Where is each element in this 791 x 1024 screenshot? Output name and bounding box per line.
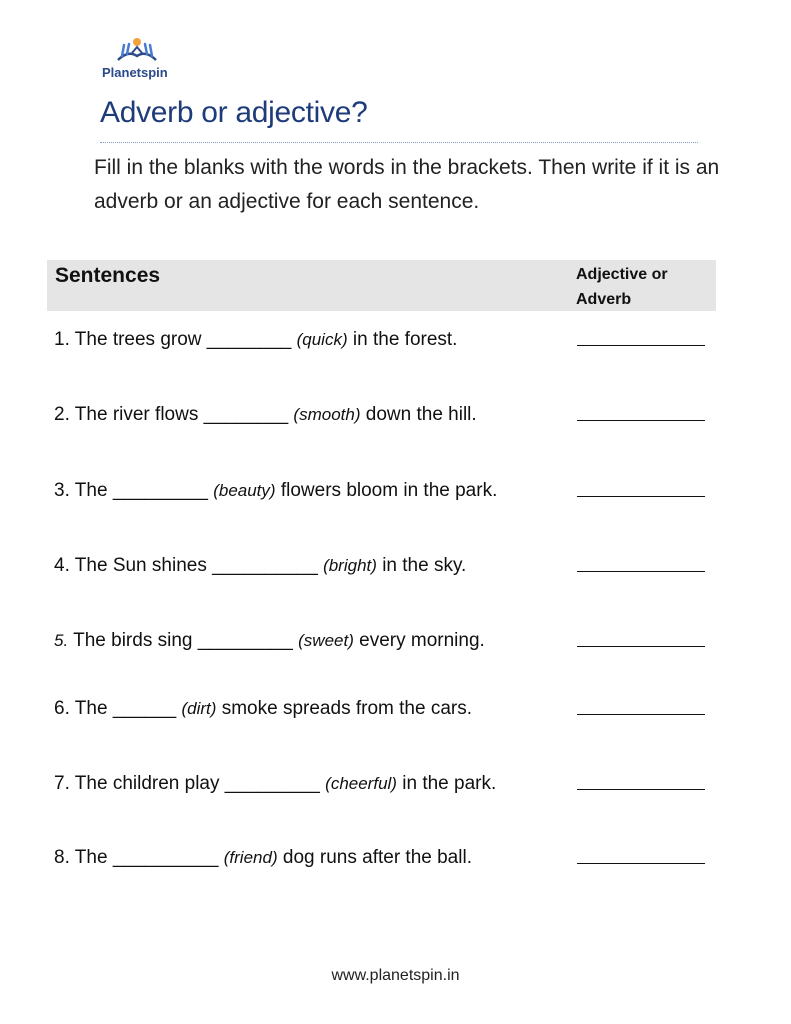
sentence-before-blank: The _________ xyxy=(74,480,214,501)
footer-website-link[interactable]: www.planetspin.in xyxy=(331,967,460,984)
sentence-text xyxy=(54,555,466,577)
sentence-number: 8. xyxy=(54,847,70,868)
sentence-before-blank: The birds sing _________ xyxy=(73,630,299,651)
sentence-before-blank: The __________ xyxy=(74,847,224,868)
answer-blank-line[interactable] xyxy=(577,646,705,647)
header-sentences: Sentences xyxy=(55,264,161,287)
sentence-number: 5. xyxy=(54,631,69,650)
sentence-row xyxy=(54,480,716,510)
title-divider xyxy=(100,142,698,143)
answer-blank-line[interactable] xyxy=(577,863,705,864)
worksheet-title: Adverb or adjective? xyxy=(100,96,368,129)
table-header xyxy=(47,260,716,311)
sentence-number: 6. xyxy=(54,698,70,719)
header-adjective-or-adverb: Adjective or Adverb xyxy=(576,266,668,308)
answer-blank-line[interactable] xyxy=(577,345,705,346)
sentence-text xyxy=(54,630,485,652)
answer-blank-line[interactable] xyxy=(577,420,705,421)
sentence-text xyxy=(54,847,472,869)
sentence-text xyxy=(54,698,472,720)
sentence-row xyxy=(54,404,716,434)
word-hint: (quick) xyxy=(296,330,348,349)
sentence-number: 3. xyxy=(54,480,70,501)
book-with-globe-icon xyxy=(114,36,160,64)
sentence-number: 4. xyxy=(54,555,70,576)
sentence-before-blank: The Sun shines __________ xyxy=(74,555,324,576)
sentence-row xyxy=(54,329,716,359)
sentence-after-blank: flowers bloom in the park. xyxy=(275,480,498,501)
word-hint: (beauty) xyxy=(213,481,276,500)
answer-blank-line[interactable] xyxy=(577,571,705,572)
word-hint: (friend) xyxy=(223,848,278,867)
sentence-text xyxy=(54,329,457,351)
sentence-before-blank: The trees grow ________ xyxy=(74,329,297,350)
brand-name: Planetspin xyxy=(102,65,168,80)
word-hint: (smooth) xyxy=(293,405,361,424)
sentence-before-blank: The children play _________ xyxy=(74,773,326,794)
word-hint: (bright) xyxy=(323,556,377,575)
sentence-after-blank: down the hill. xyxy=(360,404,477,425)
sentence-number: 7. xyxy=(54,773,70,794)
sentence-after-blank: in the forest. xyxy=(347,329,458,350)
worksheet-instructions: Fill in the blanks with the words in the brackets. Then write if it is an adverb or an adjective for each sentence. xyxy=(94,156,720,213)
sentence-row xyxy=(54,773,716,803)
sentence-before-blank: The river flows ________ xyxy=(74,404,294,425)
sentence-row xyxy=(54,698,716,728)
sentence-after-blank: dog runs after the ball. xyxy=(277,847,472,868)
sentence-after-blank: every morning. xyxy=(353,630,485,651)
sentence-text xyxy=(54,773,496,795)
answer-blank-line[interactable] xyxy=(577,496,705,497)
sentence-before-blank: The ______ xyxy=(74,698,182,719)
sentence-row xyxy=(54,630,716,660)
sentence-text xyxy=(54,480,497,502)
sentence-number: 1. xyxy=(54,329,70,350)
sentence-after-blank: smoke spreads from the cars. xyxy=(216,698,472,719)
answer-blank-line[interactable] xyxy=(577,714,705,715)
sentence-row xyxy=(54,847,716,877)
sentence-after-blank: in the sky. xyxy=(376,555,467,576)
answer-blank-line[interactable] xyxy=(577,789,705,790)
sentence-row xyxy=(54,555,716,585)
word-hint: (sweet) xyxy=(298,631,354,650)
word-hint: (dirt) xyxy=(181,699,217,718)
brand-logo xyxy=(102,36,172,86)
word-hint: (cheerful) xyxy=(325,774,397,793)
sentence-after-blank: in the park. xyxy=(396,773,497,794)
sentence-text xyxy=(54,404,477,426)
sentence-number: 2. xyxy=(54,404,70,425)
